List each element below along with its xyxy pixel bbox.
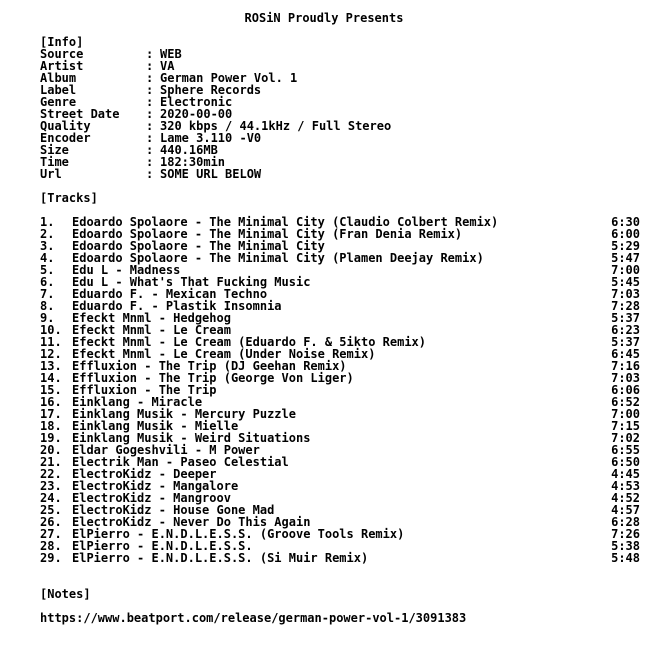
info-value: 2020-00-00: [160, 107, 233, 121]
track-number: 9.: [40, 311, 55, 325]
track-name: Eduardo F. - Mexican Techno: [72, 287, 268, 301]
info-key: Artist: [40, 59, 84, 73]
track-name: ElPierro - E.N.D.L.E.S.S. (Groove Tools Remix): [72, 527, 405, 541]
track-name: Efeckt Mnml - Le Cream (Under Noise Remix): [72, 347, 376, 361]
notes-section-label: [Notes]: [40, 587, 91, 601]
track-number: 16.: [40, 395, 62, 409]
info-key: Size: [40, 143, 69, 157]
track-number: 11.: [40, 335, 62, 349]
info-value: Electronic: [160, 95, 233, 109]
track-number: 15.: [40, 383, 62, 397]
track-name: Edoardo Spolaore - The Minimal City (Fran Denia Remix): [72, 227, 463, 241]
page-title: ROSiN Proudly Presents: [244, 11, 404, 25]
track-duration: 7:28: [611, 299, 640, 313]
track-row: [40, 552, 640, 564]
info-key: Source: [40, 47, 84, 61]
track-number: 4.: [40, 251, 55, 265]
track-name: Einklang Musik - Mercury Puzzle: [72, 407, 296, 421]
track-duration: 5:37: [611, 311, 640, 325]
track-name: Effluxion - The Trip: [72, 383, 217, 397]
track-number: 26.: [40, 515, 62, 529]
track-duration: 6:50: [611, 455, 640, 469]
track-name: Edoardo Spolaore - The Minimal City (Claudio Colbert Remix): [72, 215, 499, 229]
track-number: 23.: [40, 479, 62, 493]
info-separator: :: [146, 155, 154, 169]
track-name: Effluxion - The Trip (George Von Liger): [72, 371, 354, 385]
track-number: 21.: [40, 455, 62, 469]
info-separator: :: [146, 59, 154, 73]
track-number: 6.: [40, 275, 55, 289]
track-number: 5.: [40, 263, 55, 277]
track-number: 1.: [40, 215, 55, 229]
track-duration: 6:28: [611, 515, 640, 529]
info-separator: :: [146, 107, 154, 121]
info-separator: :: [146, 167, 154, 181]
track-duration: 7:15: [611, 419, 640, 433]
info-key: Url: [40, 167, 62, 181]
track-duration: 5:48: [611, 551, 640, 565]
info-separator: :: [146, 131, 154, 145]
info-key: Label: [40, 83, 77, 97]
info-key: Encoder: [40, 131, 91, 145]
info-separator: :: [146, 83, 154, 97]
track-number: 27.: [40, 527, 62, 541]
track-duration: 5:37: [611, 335, 640, 349]
track-name: Einklang - Miracle: [72, 395, 203, 409]
track-duration: 5:45: [611, 275, 640, 289]
track-duration: 7:03: [611, 287, 640, 301]
info-value: Sphere Records: [160, 83, 262, 97]
info-value: 440.16MB: [160, 143, 218, 157]
track-duration: 7:00: [611, 263, 640, 277]
info-value: VA: [160, 59, 175, 73]
track-name: ElectroKidz - Mangalore: [72, 479, 239, 493]
track-number: 20.: [40, 443, 62, 457]
track-number: 19.: [40, 431, 62, 445]
info-key: Street Date: [40, 107, 120, 121]
track-name: Efeckt Mnml - Le Cream (Eduardo F. & 5ikto Remix): [72, 335, 427, 349]
track-duration: 6:30: [611, 215, 640, 229]
info-value: 182:30min: [160, 155, 226, 169]
track-name: Effluxion - The Trip (DJ Geehan Remix): [72, 359, 347, 373]
track-name: Einklang Musik - Mielle: [72, 419, 239, 433]
info-section-label: [Info]: [40, 35, 84, 49]
track-number: 29.: [40, 551, 62, 565]
track-number: 8.: [40, 299, 55, 313]
track-duration: 4:52: [611, 491, 640, 505]
track-number: 17.: [40, 407, 62, 421]
info-value: SOME URL BELOW: [160, 167, 262, 181]
track-name: Eldar Gogeshvili - M Power: [72, 443, 260, 457]
info-key: Album: [40, 71, 77, 85]
track-name: ElectroKidz - House Gone Mad: [72, 503, 275, 517]
tracks-section-label: [Tracks]: [40, 191, 98, 205]
track-duration: 7:03: [611, 371, 640, 385]
track-number: 3.: [40, 239, 55, 253]
info-key: Quality: [40, 119, 91, 133]
track-duration: 4:53: [611, 479, 640, 493]
track-name: Efeckt Mnml - Hedgehog: [72, 311, 231, 325]
track-duration: 6:06: [611, 383, 640, 397]
info-row: [40, 168, 261, 180]
track-duration: 5:29: [611, 239, 640, 253]
track-name: Edoardo Spolaore - The Minimal City (Plamen Deejay Remix): [72, 251, 484, 265]
track-name: ElPierro - E.N.D.L.E.S.S. (Si Muir Remix): [72, 551, 369, 565]
info-key: Time: [40, 155, 69, 169]
track-number: 7.: [40, 287, 55, 301]
track-name: ElectroKidz - Deeper: [72, 467, 217, 481]
track-number: 10.: [40, 323, 62, 337]
track-name: ElectroKidz - Never Do This Again: [72, 515, 311, 529]
track-number: 2.: [40, 227, 55, 241]
info-value: WEB: [160, 47, 182, 61]
track-name: Edu L - Madness: [72, 263, 181, 277]
track-duration: 4:57: [611, 503, 640, 517]
track-name: ElectroKidz - Mangroov: [72, 491, 231, 505]
track-name: Eduardo F. - Plastik Insomnia: [72, 299, 282, 313]
track-number: 14.: [40, 371, 62, 385]
info-key: Genre: [40, 95, 77, 109]
track-number: 13.: [40, 359, 62, 373]
info-value: 320 kbps / 44.1kHz / Full Stereo: [160, 119, 392, 133]
track-duration: 4:45: [611, 467, 640, 481]
info-value: Lame 3.110 -V0: [160, 131, 262, 145]
info-separator: :: [146, 47, 154, 61]
track-duration: 6:00: [611, 227, 640, 241]
track-duration: 6:55: [611, 443, 640, 457]
track-name: Edu L - What's That Fucking Music: [72, 275, 311, 289]
info-separator: :: [146, 143, 154, 157]
track-number: 24.: [40, 491, 62, 505]
info-separator: :: [146, 119, 154, 133]
track-number: 18.: [40, 419, 62, 433]
track-duration: 7:00: [611, 407, 640, 421]
track-number: 25.: [40, 503, 62, 517]
track-name: Edoardo Spolaore - The Minimal City: [72, 239, 325, 253]
track-name: Electrik Man - Paseo Celestial: [72, 455, 289, 469]
track-duration: 7:16: [611, 359, 640, 373]
track-duration: 5:47: [611, 251, 640, 265]
track-number: 28.: [40, 539, 62, 553]
track-duration: 5:38: [611, 539, 640, 553]
track-number: 12.: [40, 347, 62, 361]
track-duration: 7:02: [611, 431, 640, 445]
info-separator: :: [146, 71, 154, 85]
track-number: 22.: [40, 467, 62, 481]
notes-url: https://www.beatport.com/release/german-power-vol-1/3091383: [40, 611, 467, 625]
info-value: German Power Vol. 1: [160, 71, 298, 85]
track-duration: 6:45: [611, 347, 640, 361]
track-name: Efeckt Mnml - Le Cream: [72, 323, 231, 337]
info-separator: :: [146, 95, 154, 109]
track-duration: 6:23: [611, 323, 640, 337]
track-duration: 6:52: [611, 395, 640, 409]
track-duration: 7:26: [611, 527, 640, 541]
track-name: ElPierro - E.N.D.L.E.S.S.: [72, 539, 253, 553]
track-name: Einklang Musik - Weird Situations: [72, 431, 311, 445]
